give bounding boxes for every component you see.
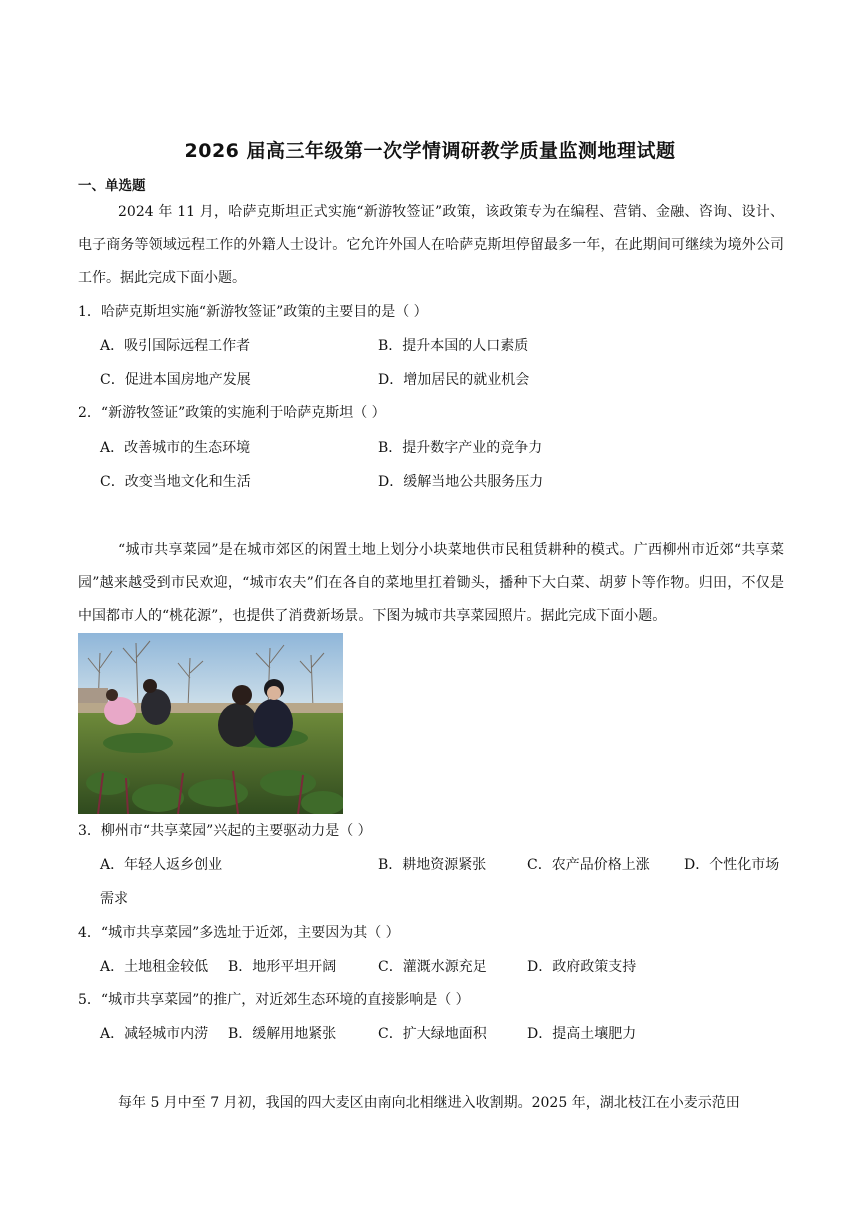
q4-option-b[interactable]: B．地形平坦开阔 xyxy=(228,959,337,975)
q4-option-c[interactable]: C．灌溉水源充足 xyxy=(378,959,487,975)
shared-garden-photo xyxy=(78,633,343,814)
q5-option-b[interactable]: B．缓解用地紧张 xyxy=(228,1026,337,1042)
passage-wheat-harvest-text: 每年 5 月中至 7 月初，我国的四大麦区由南向北相继进入收割期。2025 年，湖北枝江在小麦示范田 xyxy=(118,1095,740,1111)
q5-option-a[interactable]: A．减轻城市内涝 xyxy=(100,1026,209,1042)
question-2-stem: 2．“新游牧签证”政策的实施利于哈萨克斯坦（ ） xyxy=(78,405,386,421)
q3-option-d-continued: 需求 xyxy=(100,891,128,907)
q2-option-a[interactable]: A．改善城市的生态环境 xyxy=(100,440,251,456)
question-1-stem: 1．哈萨克斯坦实施“新游牧签证”政策的主要目的是（ ） xyxy=(78,304,428,320)
page-title: 2026 届高三年级第一次学情调研教学质量监测地理试题 xyxy=(184,140,676,162)
q3-option-b[interactable]: B．耕地资源紧张 xyxy=(378,857,487,873)
passage-wheat-harvest xyxy=(78,1087,784,1120)
q1-option-b[interactable]: B．提升本国的人口素质 xyxy=(378,338,529,354)
q3-option-c[interactable]: C．农产品价格上涨 xyxy=(527,857,650,873)
passage-shared-garden-text: “城市共享菜园”是在城市郊区的闲置土地上划分小块菜地供市民租赁耕种的模式。广西柳州市近郊“共享菜园”越来越受到市民欢迎，“城市农夫”们在各自的菜地里扛着锄头，播种下大白菜、胡萝卜等作物。归田，不仅是中国都市人的“桃花源”，也提供了消费新场景。下图为城市共享菜园照片。据此完成下面小题。 xyxy=(78,542,784,624)
q2-option-b[interactable]: B．提升数字产业的竞争力 xyxy=(378,440,543,456)
q1-option-a[interactable]: A．吸引国际远程工作者 xyxy=(100,338,251,354)
q1-option-c[interactable]: C．促进本国房地产发展 xyxy=(100,372,251,388)
question-5-stem: 5．“城市共享菜园”的推广，对近郊生态环境的直接影响是（ ） xyxy=(78,992,470,1008)
q2-option-c[interactable]: C．改变当地文化和生活 xyxy=(100,474,251,490)
q5-option-d[interactable]: D．提高土壤肥力 xyxy=(527,1026,637,1042)
passage-kazakhstan-text: 2024 年 11 月，哈萨克斯坦正式实施“新游牧签证”政策，该政策专为在编程、营销、金融、咨询、设计、电子商务等领域远程工作的外籍人士设计。它允许外国人在哈萨克斯坦停留最多一年，在此期间可继续为境外公司工作。据此完成下面小题。 xyxy=(78,204,784,286)
passage-shared-garden xyxy=(78,534,784,633)
q2-option-d[interactable]: D．缓解当地公共服务压力 xyxy=(378,474,544,490)
passage-kazakhstan xyxy=(78,196,784,295)
question-4-stem: 4．“城市共享菜园”多选址于近郊，主要因为其（ ） xyxy=(78,925,400,941)
section-heading: 一、单选题 xyxy=(78,178,146,194)
q4-option-d[interactable]: D．政府政策支持 xyxy=(527,959,637,975)
q1-option-d[interactable]: D．增加居民的就业机会 xyxy=(378,372,530,388)
q3-option-d[interactable]: D．个性化市场 xyxy=(684,857,780,873)
q4-option-a[interactable]: A．土地租金较低 xyxy=(100,959,209,975)
q3-option-a[interactable]: A．年轻人返乡创业 xyxy=(100,857,223,873)
question-3-stem: 3．柳州市“共享菜园”兴起的主要驱动力是（ ） xyxy=(78,823,372,839)
q5-option-c[interactable]: C．扩大绿地面积 xyxy=(378,1026,487,1042)
